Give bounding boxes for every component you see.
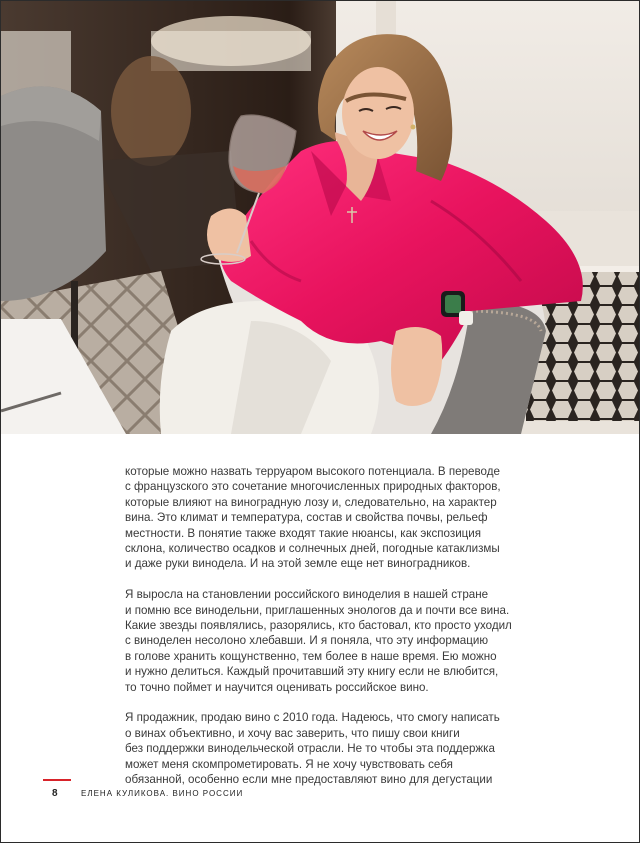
- text-line: то точно поймет и научится оценивать российское вино.: [125, 680, 429, 694]
- text-line: о винах объективно, и хочу вас заверить, что пишу свои книги: [125, 726, 460, 740]
- page-number: 8: [52, 788, 58, 799]
- text-line: обязанной, особенно если мне предоставляют вино для дегустации: [125, 773, 493, 787]
- running-title: ЕЛЕНА КУЛИКОВА. ВИНО РОССИИ: [81, 789, 244, 798]
- text-line: которые влияют на виноградную лозу и, следовательно, на характер: [125, 495, 497, 509]
- text-line: и нужно делиться. Каждый прочитавший эту книгу если не влюбится,: [125, 665, 499, 679]
- text-line: вина. Это климат и температура, состав и свойства почвы, рельеф: [125, 511, 488, 525]
- paragraph: [125, 710, 535, 787]
- text-line: местности. В понятие также входят такие нюансы, как экспозиция: [125, 526, 482, 540]
- paragraph: [125, 587, 535, 695]
- text-line: Я выросла на становлении российского виноделия в нашей стране: [125, 588, 489, 602]
- text-line: с французского это сочетание многочисленных природных факторов,: [125, 480, 501, 494]
- text-line: без поддержки винодельческой отрасли. Не то чтобы эта поддержка: [125, 742, 495, 756]
- text-line: и даже руки винодела. И на этой земле еще нет виноградников.: [125, 557, 471, 571]
- photo-woman-with-wine-glass: [1, 1, 640, 434]
- text-line: может меня скомпрометировать. Я не хочу чувствовать себя: [125, 757, 453, 771]
- text-line: Я продажник, продаю вино с 2010 года. Надеюсь, что смогу написать: [125, 711, 500, 725]
- text-line: склона, количество осадков и солнечных дней, погодные катаклизмы: [125, 542, 500, 556]
- footer-accent-rule: [43, 779, 71, 781]
- text-line: в голове хранить кощунственно, тем более в наше время. Ею можно: [125, 649, 497, 663]
- text-line: и помню все винодельни, приглашенных энологов да и почти все вина.: [125, 603, 510, 617]
- text-line: которые можно назвать терруаром высокого потенциала. В переводе: [125, 465, 500, 478]
- article-body: [125, 464, 535, 803]
- text-line: с виноделен несолоно хлебавши. И я поняла, что эту информацию: [125, 634, 489, 648]
- text-line: Какие звезды появлялись, разорялись, кто бастовал, кто просто уходил: [125, 619, 512, 633]
- paragraph: [125, 464, 535, 572]
